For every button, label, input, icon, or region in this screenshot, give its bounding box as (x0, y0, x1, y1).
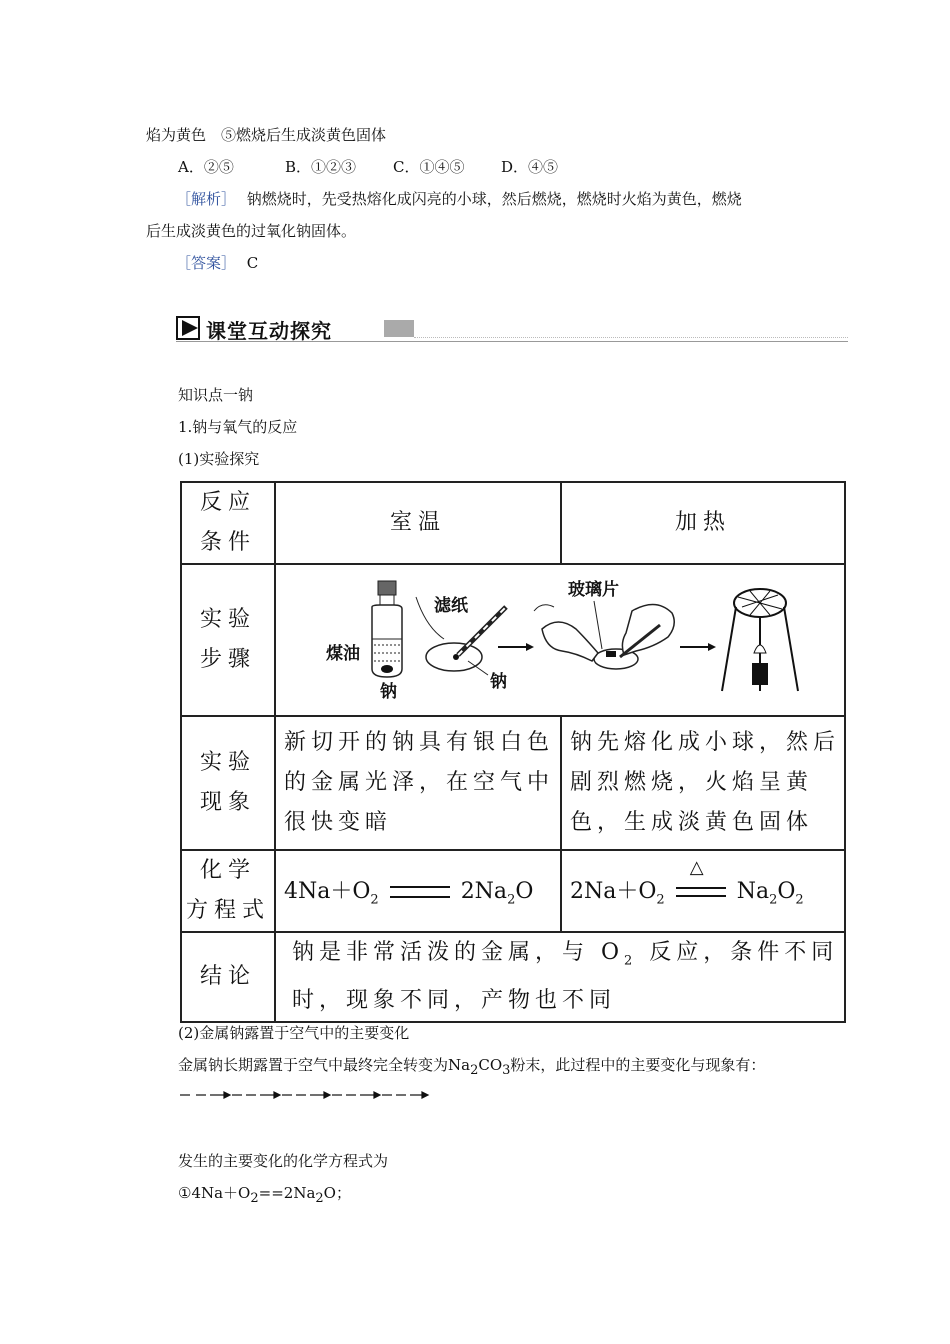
eq1-sub-2: 2 (315, 1191, 324, 1206)
equals-sign-heat (676, 887, 726, 897)
eq1-sub-1: 2 (250, 1191, 259, 1206)
section-title: 课堂互动探究 (206, 319, 332, 343)
header-steps (181, 564, 275, 716)
conclusion-line1 (292, 933, 844, 981)
eq-heat-part: 2Na＋O (570, 879, 657, 905)
eq-room-sub: 2 (370, 892, 379, 908)
equation-room-temp (275, 850, 561, 932)
option-line-continued: 焰为黄色 ⑤燃烧后生成淡黄色固体 (146, 126, 387, 144)
header-phenomenon (181, 716, 275, 850)
answer-value: C (246, 254, 259, 272)
desc-sub-2: 3 (502, 1063, 511, 1078)
desc-part-1: 金属钠长期露置于空气中最终完全转变为Na (178, 1056, 471, 1074)
option-d: D．④⑤ (501, 158, 559, 176)
header-phenomenon-line1: 实验 (199, 750, 256, 775)
subitem-heading: (1)实验探究 (178, 450, 260, 468)
conclusion-text (275, 932, 845, 1022)
change-description (178, 1055, 765, 1081)
label-filter-paper: 滤纸 (434, 596, 468, 616)
eq1-part-3: O； (323, 1184, 351, 1202)
section-header (176, 314, 848, 342)
eq-room-product: 2Na (460, 879, 508, 905)
tripod-burner-icon (722, 589, 798, 691)
section-decor-block (384, 320, 414, 337)
delta-symbol: △ (689, 857, 704, 879)
header-conclusion: 结论 (181, 932, 275, 1022)
label-kerosene: 煤油 (326, 644, 360, 664)
arrow-right-icon-2 (680, 643, 716, 651)
header-phenomenon-line2: 现象 (199, 790, 256, 815)
item-heading: 1.钠与氧气的反应 (178, 418, 298, 436)
header-heating: 加热 (561, 482, 845, 564)
kerosene-bottle-icon (372, 581, 402, 677)
header-condition (181, 482, 275, 564)
heating-condition (676, 857, 726, 897)
experiment-steps-illustration (275, 564, 845, 716)
experiment-diagram (276, 567, 842, 713)
eq-room-product-o: O (515, 879, 534, 905)
cutting-hands-icon (534, 604, 674, 669)
eq1-part-2: ==2Na (258, 1184, 316, 1202)
analysis-line (176, 189, 742, 209)
subitem-heading-2: (2)金属钠露置于空气中的主要变化 (178, 1024, 410, 1042)
equals-sign (390, 886, 450, 898)
answer-label: ［答案］ (176, 254, 237, 272)
experiment-table (180, 481, 846, 1023)
conclusion-sub: 2 (624, 953, 638, 969)
equation-1 (178, 1183, 351, 1209)
header-room-temp: 室温 (275, 482, 561, 564)
phenomenon-room-temp: 新切开的钠具有银白色的金属光泽，在空气中很快变暗 (275, 716, 561, 850)
desc-part-2: CO (478, 1056, 503, 1074)
eq-heat-product-o-sub: 2 (795, 892, 804, 908)
eq-heat-sub: 2 (656, 892, 665, 908)
phenomenon-heating: 钠先熔化成小球，然后剧烈燃烧，火焰呈黄色，生成淡黄色固体 (561, 716, 845, 850)
header-condition-line2: 条件 (199, 530, 256, 555)
option-b: B．①②③ (285, 158, 357, 176)
eq-heat-product: Na (736, 879, 770, 905)
answer-line (176, 253, 258, 273)
header-equation-line2: 方程式 (185, 898, 270, 923)
answer-options (178, 157, 558, 177)
equation-intro: 发生的主要变化的化学方程式为 (178, 1152, 389, 1170)
option-c: C．①④⑤ (393, 158, 465, 176)
blank-arrow-chain (180, 1088, 430, 1102)
play-triangle-icon (176, 316, 202, 340)
label-sodium-paper: 钠 (490, 672, 507, 692)
eq-room-product-sub: 2 (507, 892, 516, 908)
header-equation (181, 850, 275, 932)
equation-heating (561, 850, 845, 932)
section-rule (176, 341, 848, 342)
option-a: A．②⑤ (178, 158, 234, 176)
knowledge-point-heading: 知识点一钠 (178, 386, 254, 404)
analysis-text-continued: 后生成淡黄色的过氧化钠固体。 (146, 222, 357, 240)
analysis-label: ［解析］ (176, 190, 237, 208)
eq1-part-1: ①4Na＋O (178, 1184, 251, 1202)
eq-heat-product-sub: 2 (769, 892, 778, 908)
section-dotted-line (414, 337, 848, 338)
analysis-text: 钠燃烧时，先受热熔化成闪亮的小球，然后燃烧，燃烧时火焰为黄色，燃烧 (246, 190, 742, 208)
label-glass: 玻璃片 (568, 580, 619, 600)
arrow-right-icon (498, 643, 534, 651)
conclusion-part-a: 钠是非常活泼的金属，与 O (292, 940, 625, 965)
header-condition-line1: 反应 (199, 490, 256, 515)
desc-sub-1: 2 (470, 1063, 479, 1078)
conclusion-part-b: 反应，条件不同 (637, 940, 839, 965)
filter-paper-icon (426, 607, 506, 671)
eq-heat-product-o: O (777, 879, 796, 905)
label-sodium-bottle: 钠 (380, 682, 397, 702)
header-steps-line1: 实验 (199, 607, 256, 632)
conclusion-line2: 时，现象不同，产物也不同 (292, 988, 617, 1014)
eq-room-part: 4Na＋O (284, 879, 371, 905)
desc-part-3: 粉末，此过程中的主要变化与现象有： (510, 1056, 766, 1074)
header-steps-line2: 步骤 (199, 647, 256, 672)
header-equation-line1: 化学 (199, 858, 256, 883)
